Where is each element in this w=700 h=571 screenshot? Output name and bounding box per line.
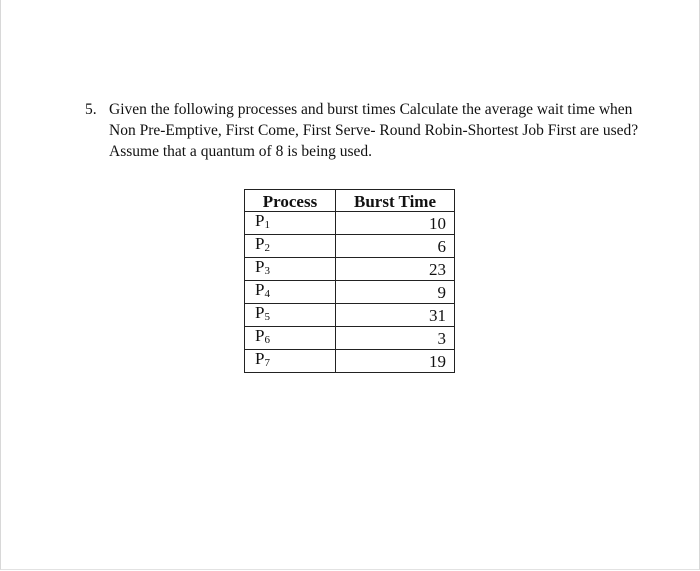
question-line: Assume that a quantum of 8 is being used. <box>109 143 373 160</box>
header-process: Process <box>245 190 336 212</box>
table-row <box>245 327 455 350</box>
process-cell <box>245 350 336 373</box>
table-row <box>245 212 455 235</box>
process-letter: P <box>255 257 265 276</box>
process-letter: P <box>255 211 265 230</box>
process-burst-table <box>244 189 455 373</box>
process-cell <box>245 281 336 304</box>
table-row <box>245 281 455 304</box>
table-row <box>245 258 455 281</box>
header-burst-time: Burst Time <box>336 190 455 212</box>
process-cell <box>245 304 336 327</box>
burst-cell: 3 <box>336 327 455 350</box>
table-row <box>245 350 455 373</box>
burst-cell: 31 <box>336 304 455 327</box>
question-line: Non Pre-Emptive, First Come, First Serve- Round Robin-Shortest Job First are used? <box>109 122 639 139</box>
burst-cell: 9 <box>336 281 455 304</box>
burst-cell: 19 <box>336 350 455 373</box>
table-row <box>245 235 455 258</box>
question-block <box>85 99 675 162</box>
table-header-row <box>245 190 455 212</box>
process-letter: P <box>255 303 265 322</box>
table-row <box>245 304 455 327</box>
process-cell <box>245 258 336 281</box>
question-line: Given the following processes and burst times Calculate the average wait time when <box>109 101 633 118</box>
process-cell <box>245 235 336 258</box>
process-letter: P <box>255 326 265 345</box>
burst-cell: 23 <box>336 258 455 281</box>
burst-cell: 6 <box>336 235 455 258</box>
process-subscript: 3 <box>264 265 270 277</box>
process-subscript: 4 <box>264 288 270 300</box>
process-subscript: 1 <box>264 219 270 231</box>
burst-cell: 10 <box>336 212 455 235</box>
question-text <box>109 99 675 162</box>
question-number: 5. <box>85 101 97 118</box>
process-cell <box>245 212 336 235</box>
process-subscript: 6 <box>264 334 270 346</box>
process-cell <box>245 327 336 350</box>
process-letter: P <box>255 349 265 368</box>
process-subscript: 5 <box>264 311 270 323</box>
process-letter: P <box>255 280 265 299</box>
process-letter: P <box>255 234 265 253</box>
process-subscript: 7 <box>264 357 270 369</box>
process-subscript: 2 <box>264 242 270 254</box>
